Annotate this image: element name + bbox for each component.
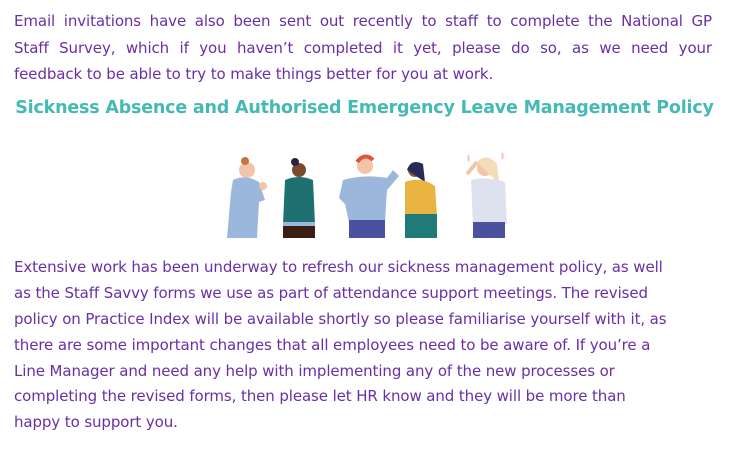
policy-line: happy to support you. — [14, 413, 178, 432]
intro-line: Staff Survey, which if you haven’t completed it yet, please do so, as we need your — [14, 38, 712, 57]
svg-text:‖: ‖ — [501, 153, 504, 160]
intro-line: feedback to be able to try to make things better for you at work. — [14, 65, 494, 83]
person-coughing — [227, 157, 267, 238]
section-heading: Sickness Absence and Authorised Emergency Leave Management Policy — [15, 98, 714, 118]
policy-line: completing the revised forms, then please let HR know and they will be more than — [14, 387, 626, 406]
person-headache — [339, 156, 399, 238]
policy-line: as the Staff Savvy forms we use as part of attendance support meetings. The revised — [14, 283, 648, 302]
intro-line: Email invitations have also been sent out recently to staff to complete the National GP — [14, 12, 712, 30]
person-stomach-ache — [405, 162, 437, 238]
policy-line: there are some important changes that all employees need to be aware of. If you’re a — [14, 335, 651, 354]
five-unwell-people-illustration — [215, 148, 515, 240]
person-shivering — [283, 158, 315, 238]
policy-line: policy on Practice Index will be available shortly so please familiarise yourself with it, as — [14, 309, 667, 328]
policy-line: Extensive work has been underway to refresh our sickness management policy, as well — [14, 258, 663, 276]
policy-paragraph — [14, 255, 724, 436]
person-dizzy — [467, 153, 507, 238]
svg-text:‖: ‖ — [467, 155, 470, 162]
intro-paragraph — [14, 8, 712, 88]
policy-line: Line Manager and need any help with implementing any of the new processes or — [14, 361, 615, 380]
